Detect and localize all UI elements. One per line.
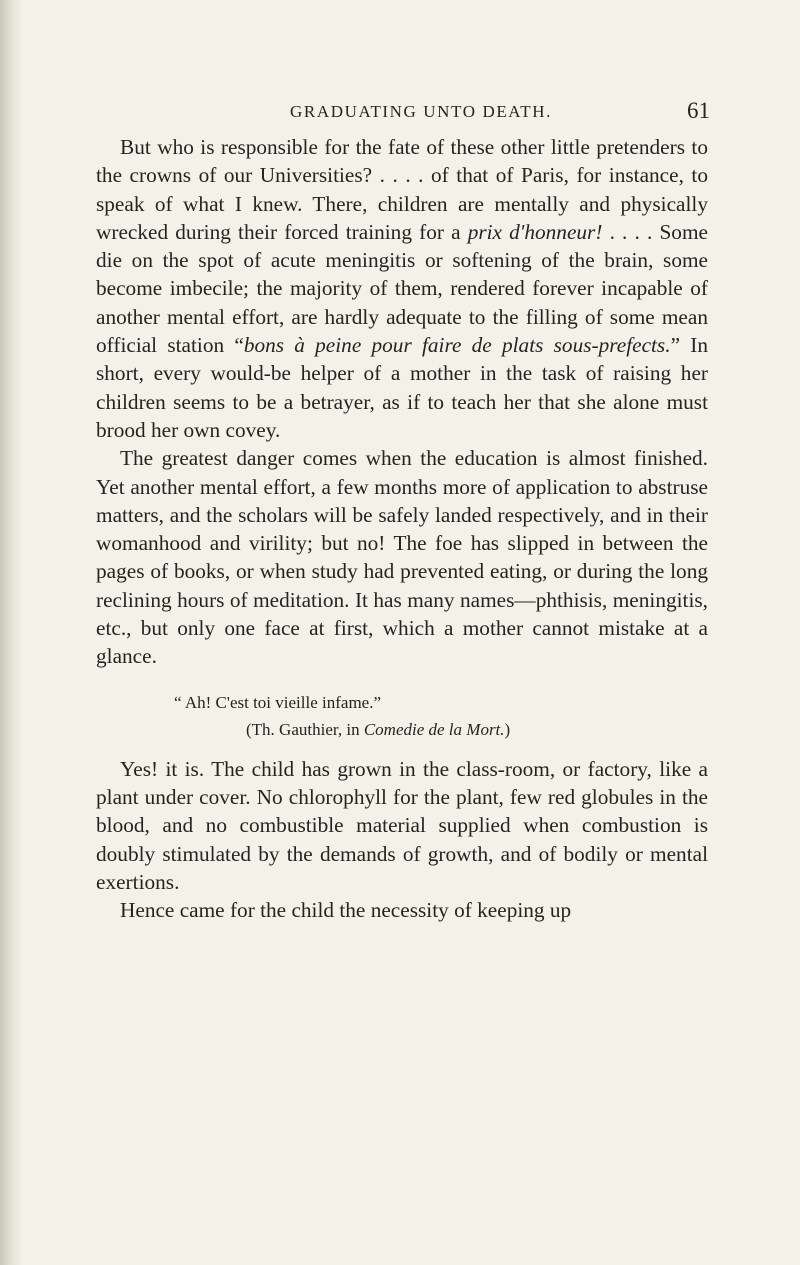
quotation-text: “ Ah! C'est toi vieille infame.” <box>174 692 382 712</box>
paragraph-1-italic-a: prix d'honneur! <box>467 219 603 244</box>
paragraph-2: The greatest danger comes when the education is almost finished. Yet another mental effort, a few months more of application to abstruse matters, and the scholars will be safely landed respectively, and in their womanhood and virility; but no! The foe has slipped in between the pages of books, or when study had prevented eating, or during the long reclining hours of meditation. It has many names—phthisis, meningitis, etc., but only one face at first, which a mother cannot mistake at a glance. <box>96 446 708 669</box>
running-title: GRADUATING UNTO DEATH. <box>290 102 553 121</box>
quotation-source-prefix: (Th. Gauthier, in <box>246 719 364 739</box>
page-gutter-shadow <box>0 0 22 1265</box>
paragraph-1 <box>96 133 708 444</box>
page-number: 61 <box>687 98 710 123</box>
paragraph-4: Hence came for the child the necessity of keeping up <box>120 898 572 923</box>
body-text <box>96 133 708 924</box>
quotation-source-suffix: ) <box>504 719 511 739</box>
quotation-source <box>96 716 708 743</box>
page-header <box>90 88 710 128</box>
paragraph-1-italic-b: bons à peine pour faire de plats sous-prefects. <box>243 333 671 358</box>
paragraph-3: Yes! it is. The child has grown in the class-room, or factory, like a plant under cover. No chlorophyll for the plant, few red globules in the blood, and no combustible material supplied when combustion is doubly stimulated by the demands of growth, and of bodily or mental exertions. <box>96 756 708 894</box>
quotation <box>96 689 708 743</box>
paragraph-1-text-c: ” In short, every would-be helper of a mother in the task of raising her children seems to be a betrayer, as if to teach her that she alone must brood her own covey. <box>96 333 708 442</box>
paragraph-1-text-b: . . . . Some die on the spot of acute meningitis or softening of the brain, some become imbecile; the majority of them, rendered forever incapable of another mental effort, are hardly adequate to the filling of some mean official station “ <box>96 219 708 358</box>
quotation-source-title: Comedie de la Mort. <box>363 719 505 739</box>
paragraph-1-text-a: But who is responsible for the fate of these other little pretenders to the crowns of our Universities? . . . . of that of Paris, for instance, to speak of what I knew. There, children are mentally and physically wrecked during their forced training for a <box>96 135 708 244</box>
